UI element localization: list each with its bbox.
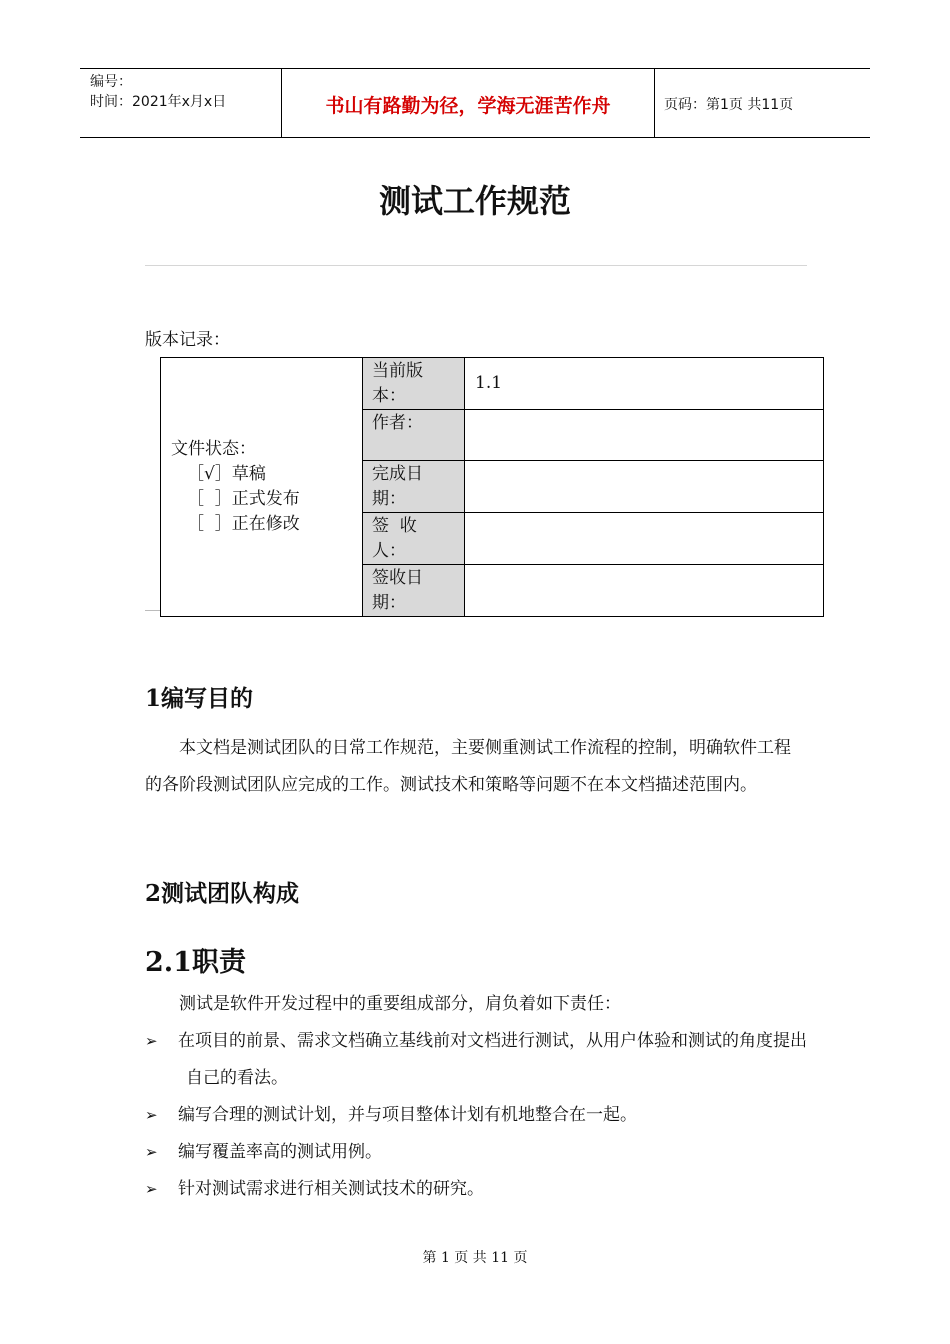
list-item [145, 1134, 815, 1171]
receipt-date-label-cell [363, 565, 465, 617]
table-edge-line [145, 610, 160, 611]
list-item [145, 1023, 815, 1097]
author-value-cell [465, 410, 824, 461]
completion-date-value [465, 461, 823, 474]
completion-date-value-cell [465, 461, 824, 513]
author-label: 作者： [372, 413, 423, 433]
responsibility-list [145, 1023, 815, 1208]
list-item-text: 编写覆盖率高的测试用例。 [178, 1142, 382, 1162]
header-motto: 书山有路勤为径，学海无涯苦作舟 [325, 95, 611, 117]
arrow-bullet-icon: ➢ [145, 1032, 158, 1050]
section-1-paragraph: 本文档是测试团队的日常工作规范，主要侧重测试工作流程的控制，明确软件工程的各阶段测试团队应完成的工作。测试技术和策略等问题不在本文档描述范围内。 [145, 738, 791, 795]
header-meta [80, 69, 280, 137]
document-header [80, 68, 870, 138]
section-2-1-heading: 2.1职责 [145, 947, 246, 978]
version-record-table [160, 357, 824, 617]
document-number-label: 编号： [90, 74, 132, 90]
list-item-text: 在项目的前景、需求文档确立基线前对文档进行测试，从用户体验和测试的角度提出自己的看法。 [178, 1031, 807, 1088]
receipt-date-label: 签收日期： [372, 568, 423, 613]
status-option-modifying: ［ ］正在修改 [187, 514, 300, 534]
recipient-label: 签 收人： [372, 516, 417, 561]
author-value [465, 410, 823, 423]
version-record-label: 版本记录： [145, 330, 230, 350]
version-value-cell [465, 358, 824, 410]
header-motto-cell [281, 69, 655, 137]
list-item [145, 1171, 815, 1208]
file-status-cell [161, 358, 363, 617]
list-item-text: 编写合理的测试计划，并与项目整体计划有机地整合在一起。 [178, 1105, 637, 1125]
header-page-info: 页码：第1页 共11页 [664, 97, 794, 113]
section-2-1-intro: 测试是软件开发过程中的重要组成部分，肩负着如下责任： [179, 994, 621, 1014]
arrow-bullet-icon: ➢ [145, 1180, 158, 1198]
author-label-cell [363, 410, 465, 461]
version-label-cell [363, 358, 465, 410]
version-label: 当前版本： [372, 361, 423, 406]
recipient-value-cell [465, 513, 824, 565]
arrow-bullet-icon: ➢ [145, 1106, 158, 1124]
document-title: 测试工作规范 [378, 182, 571, 220]
arrow-bullet-icon: ➢ [145, 1143, 158, 1161]
status-option-released: ［ ］正式发布 [187, 489, 300, 509]
title-divider [145, 265, 807, 266]
recipient-label-cell [363, 513, 465, 565]
receipt-date-value [465, 565, 823, 578]
status-option-draft: ［√］草稿 [187, 464, 266, 484]
recipient-value [465, 513, 823, 526]
list-item-text: 针对测试需求进行相关测试技术的研究。 [178, 1179, 484, 1199]
version-value: 1.1 [475, 373, 503, 393]
section-1-heading: 1编写目的 [145, 685, 254, 712]
completion-date-label-cell [363, 461, 465, 513]
section-2-heading: 2测试团队构成 [145, 880, 300, 907]
file-status-title: 文件状态： [171, 439, 256, 459]
page-footer: 第 1 页 共 11 页 [422, 1250, 528, 1266]
receipt-date-value-cell [465, 565, 824, 617]
list-item [145, 1097, 815, 1134]
document-date: 时间：2021年x月x日 [90, 94, 227, 110]
completion-date-label: 完成日期： [372, 464, 423, 509]
